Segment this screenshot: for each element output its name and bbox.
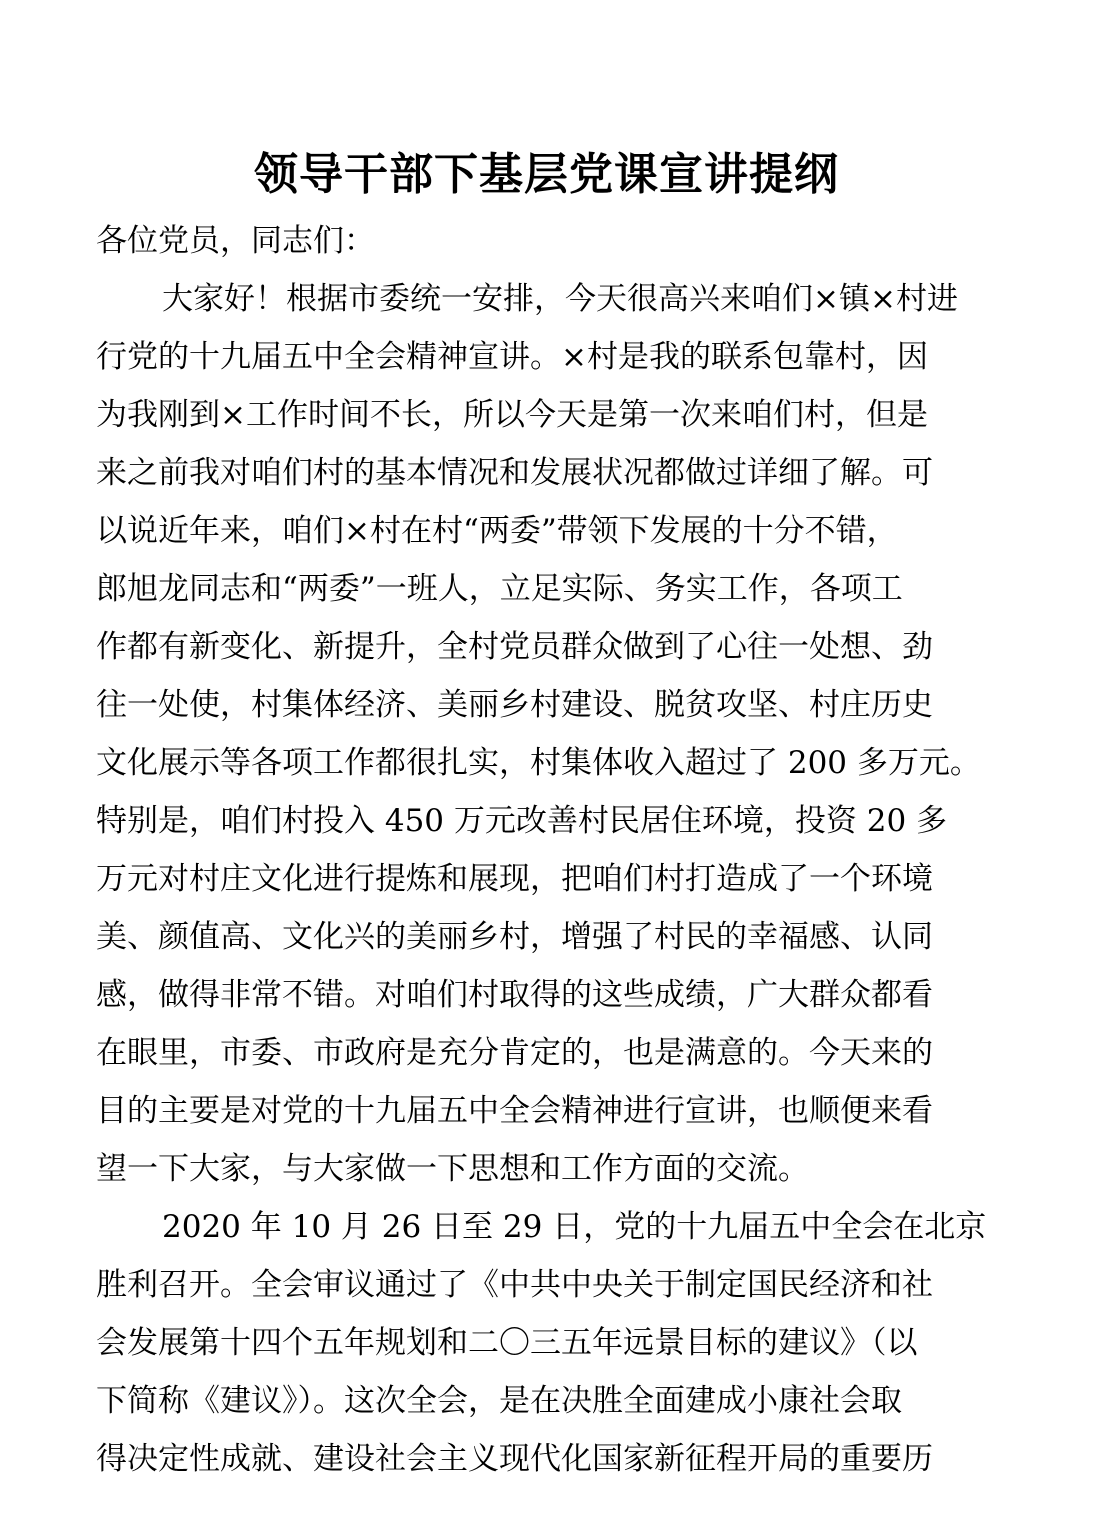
paragraph-line: 来之前我对咱们村的基本情况和发展状况都做过详细了解。可 (96, 455, 933, 491)
document-title: 领导干部下基层党课宣讲提纲 (254, 149, 839, 200)
paragraph-1 (96, 270, 1004, 1198)
paragraph-line: 万元对村庄文化进行提炼和展现，把咱们村打造成了一个环境 (96, 861, 933, 897)
salutation (96, 212, 1004, 270)
document-body (96, 212, 1004, 1488)
salutation-line: 各位党员，同志们： (96, 223, 375, 259)
paragraph-line: 作都有新变化、新提升，全村党员群众做到了心往一处想、劲 (96, 629, 933, 665)
paragraph-line: 美、颜值高、文化兴的美丽乡村，增强了村民的幸福感、认同 (96, 919, 933, 955)
paragraph-line: 感，做得非常不错。对咱们村取得的这些成绩，广大群众都看 (96, 977, 933, 1013)
paragraph-line: 目的主要是对党的十九届五中全会精神进行宣讲，也顺便来看 (96, 1093, 933, 1129)
paragraph-line: 文化展示等各项工作都很扎实，村集体收入超过了 200 多万元。 (96, 745, 981, 781)
paragraph-line: 得决定性成就、建设社会主义现代化国家新征程开局的重要历 (96, 1441, 933, 1477)
paragraph-line: 大家好！根据市委统一安排，今天很高兴来咱们×镇×村进 (162, 281, 958, 317)
paragraph-line: 行党的十九届五中全会精神宣讲。×村是我的联系包靠村，因 (96, 339, 928, 375)
paragraph-line: 胜利召开。全会审议通过了《中共中央关于制定国民经济和社 (96, 1267, 933, 1303)
paragraph-line: 郎旭龙同志和“两委”一班人，立足实际、务实工作，各项工 (96, 571, 903, 607)
paragraph-line: 为我刚到×工作时间不长，所以今天是第一次来咱们村，但是 (96, 397, 928, 433)
paragraph-line: 下简称《建议》）。这次全会，是在决胜全面建成小康社会取 (96, 1383, 902, 1419)
paragraph-line: 特别是，咱们村投入 450 万元改善村民居住环境，投资 20 多 (96, 803, 948, 839)
paragraph-line: 望一下大家，与大家做一下思想和工作方面的交流。 (96, 1151, 809, 1187)
paragraph-2 (96, 1198, 1004, 1488)
paragraph-line: 在眼里，市委、市政府是充分肯定的，也是满意的。今天来的 (96, 1035, 933, 1071)
paragraph-line: 会发展第十四个五年规划和二〇三五年远景目标的建议》（以 (96, 1325, 918, 1361)
paragraph-line: 2020 年 10 月 26 日至 29 日，党的十九届五中全会在北京 (162, 1209, 987, 1245)
paragraph-line: 以说近年来，咱们×村在村“两委”带领下发展的十分不错， (96, 513, 898, 549)
paragraph-line: 往一处使，村集体经济、美丽乡村建设、脱贫攻坚、村庄历史 (96, 687, 933, 723)
